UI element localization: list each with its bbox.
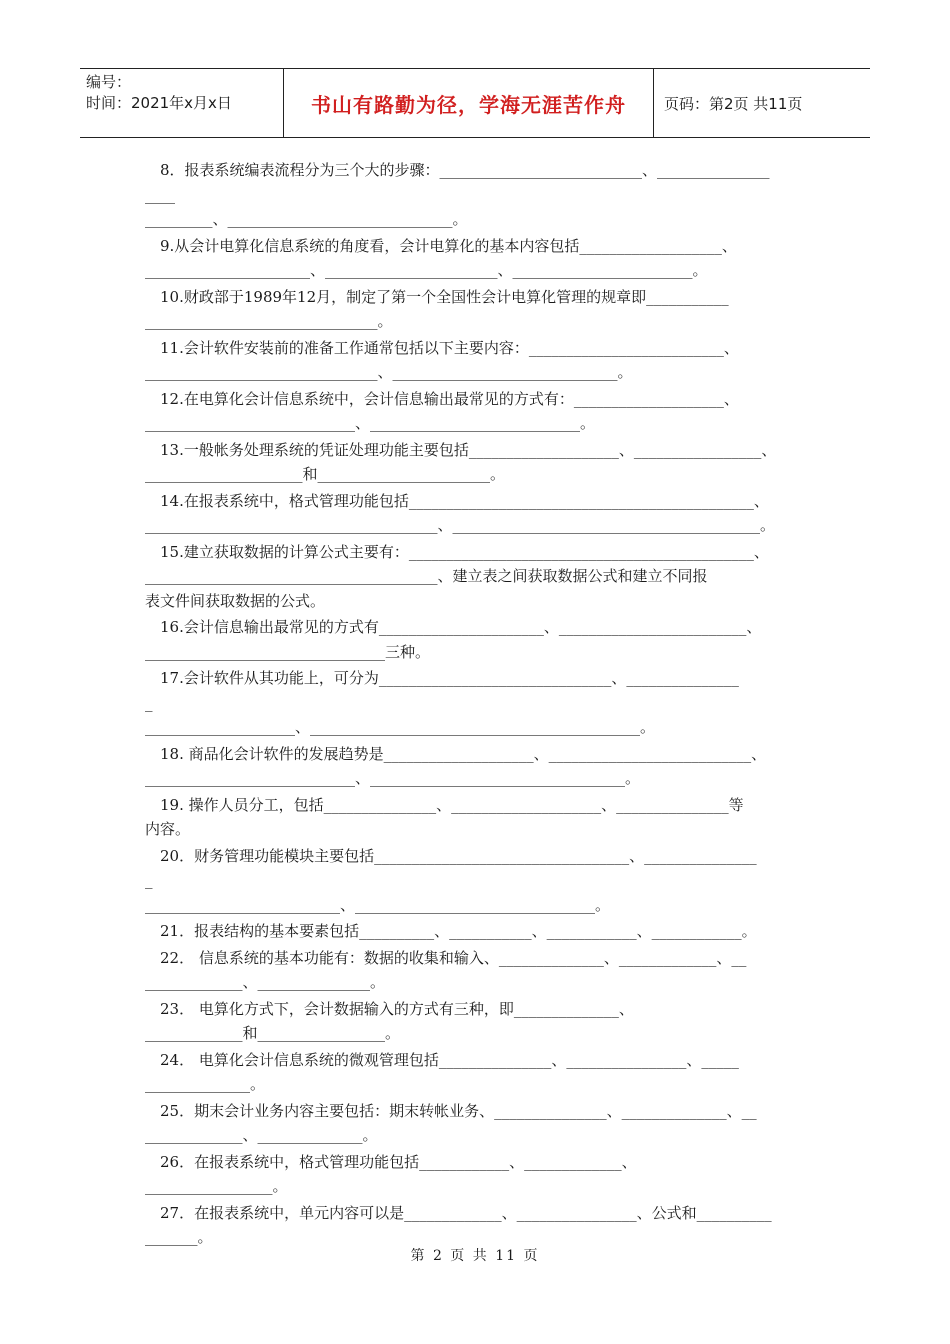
question-continuation: _______。	[145, 1228, 213, 1246]
question-text: 10.财政部于1989年12月，制定了第一个全国性会计电算化管理的规章即___________	[160, 287, 729, 306]
page-header	[80, 68, 870, 138]
header-page-code: 页码：第2页 共11页	[664, 94, 803, 113]
question-text: 17.会计软件从其功能上，可分为_______________________________、_______________	[160, 669, 739, 687]
question-continuation: ____________________________、____________________________。	[145, 414, 596, 432]
question-continuation: _____________、______________。	[145, 1126, 378, 1144]
question-continuation: _____________和_________________。	[145, 1024, 401, 1042]
question-item	[145, 1150, 810, 1199]
question-continuation: _______________________________________、_________________________________________。	[145, 516, 776, 534]
question-text: 24． 电算化会计信息系统的微观管理包括_______________、________________、_____	[160, 1050, 739, 1069]
question-list	[145, 158, 810, 1250]
document-number-label: 编号：	[86, 73, 132, 91]
question-text: 8．报表系统编表流程分为三个大的步骤：___________________________、_______________	[160, 161, 770, 179]
question-text: 25．期末会计业务内容主要包括：期末转帐业务、_______________、______________、__	[160, 1101, 757, 1120]
question-text: 22． 信息系统的基本功能有：数据的收集和输入、______________、_____________、__	[160, 948, 747, 967]
question-text: 26．在报表系统中，格式管理功能包括____________、_____________、	[160, 1152, 637, 1171]
question-continuation: _______________________________________、建立表之间获取数据公式和建立不同报	[145, 567, 708, 585]
question-item	[145, 1048, 810, 1097]
question-continuation: _____________________和_______________________。	[145, 465, 506, 483]
header-motto: 书山有路勤为径，学海无涯苦作舟	[283, 69, 654, 137]
question-item	[145, 285, 810, 334]
question-continuation: __________________________、________________________________。	[145, 895, 611, 914]
question-item	[145, 793, 810, 842]
question-text: 13.一般帐务处理系统的凭证处理功能主要包括____________________、_________________、	[160, 440, 777, 459]
document-date: 时间：2021年x月x日	[86, 94, 232, 112]
question-item	[145, 1201, 810, 1250]
question-continuation: _	[145, 871, 153, 889]
question-item	[145, 615, 810, 664]
question-continuation: _	[145, 693, 153, 712]
question-continuation: ______________。	[145, 1075, 266, 1093]
question-text: 14.在报表系统中，格式管理功能包括______________________________________________、	[160, 491, 769, 510]
question-continuation: _______________________________、______________________________。	[145, 363, 633, 381]
question-text: 27．在报表系统中，单元内容可以是_____________、________________、公式和__________	[160, 1203, 772, 1222]
question-continuation: _______________________________。	[145, 312, 393, 330]
question-item	[145, 234, 810, 283]
question-continuation: ____________________________、__________________________________。	[145, 769, 641, 787]
question-item	[145, 919, 810, 944]
question-text: 18. 商品化会计软件的发展趋势是____________________、___________________________、	[160, 744, 767, 763]
question-text: 12.在电算化会计信息系统中，会计信息输出最常见的方式有：____________________、	[160, 389, 739, 408]
question-item	[145, 666, 810, 740]
question-continuation: _________________。	[145, 1177, 288, 1195]
question-item	[145, 946, 810, 995]
question-text: 20．财务管理功能模块主要包括__________________________________、_______________	[160, 846, 757, 865]
question-item	[145, 438, 810, 487]
question-item	[145, 489, 810, 538]
question-text: 23． 电算化方式下，会计数据输入的方式有三种，即______________、	[160, 999, 634, 1018]
question-text: 21．报表结构的基本要素包括__________、___________、____________、____________。	[160, 922, 757, 940]
question-item	[145, 1099, 810, 1148]
question-continuation: ______________________、_______________________、________________________。	[145, 261, 708, 279]
question-continuation: _________、______________________________。	[145, 210, 468, 228]
question-text: 11.会计软件安装前的准备工作通常包括以下主要内容：__________________________、	[160, 338, 739, 357]
question-continuation: 表文件间获取数据的公式。	[145, 591, 326, 610]
header-meta	[80, 69, 283, 137]
question-continuation: _____________、_______________。	[145, 973, 386, 991]
question-text: 16.会计信息输出最常见的方式有______________________、_________________________、	[160, 618, 762, 636]
question-item	[145, 158, 810, 232]
question-item	[145, 844, 810, 918]
question-continuation: ____________________、____________________________________________。	[145, 718, 656, 736]
question-continuation: 内容。	[145, 820, 191, 838]
question-text: 15.建立获取数据的计算公式主要有：______________________________________________、	[160, 542, 769, 561]
question-item	[145, 742, 810, 791]
question-text: 9.从会计电算化信息系统的角度看，会计电算化的基本内容包括___________________、	[160, 236, 737, 255]
question-item	[145, 540, 810, 614]
question-item	[145, 997, 810, 1046]
question-item	[145, 387, 810, 436]
question-continuation: ________________________________三种。	[145, 642, 431, 661]
question-item	[145, 336, 810, 385]
question-continuation: ____	[145, 185, 175, 204]
page-footer: 第 2 页 共 11 页	[410, 1248, 540, 1264]
question-text: 19. 操作人员分工，包括_______________、____________________、_______________等	[160, 795, 744, 814]
